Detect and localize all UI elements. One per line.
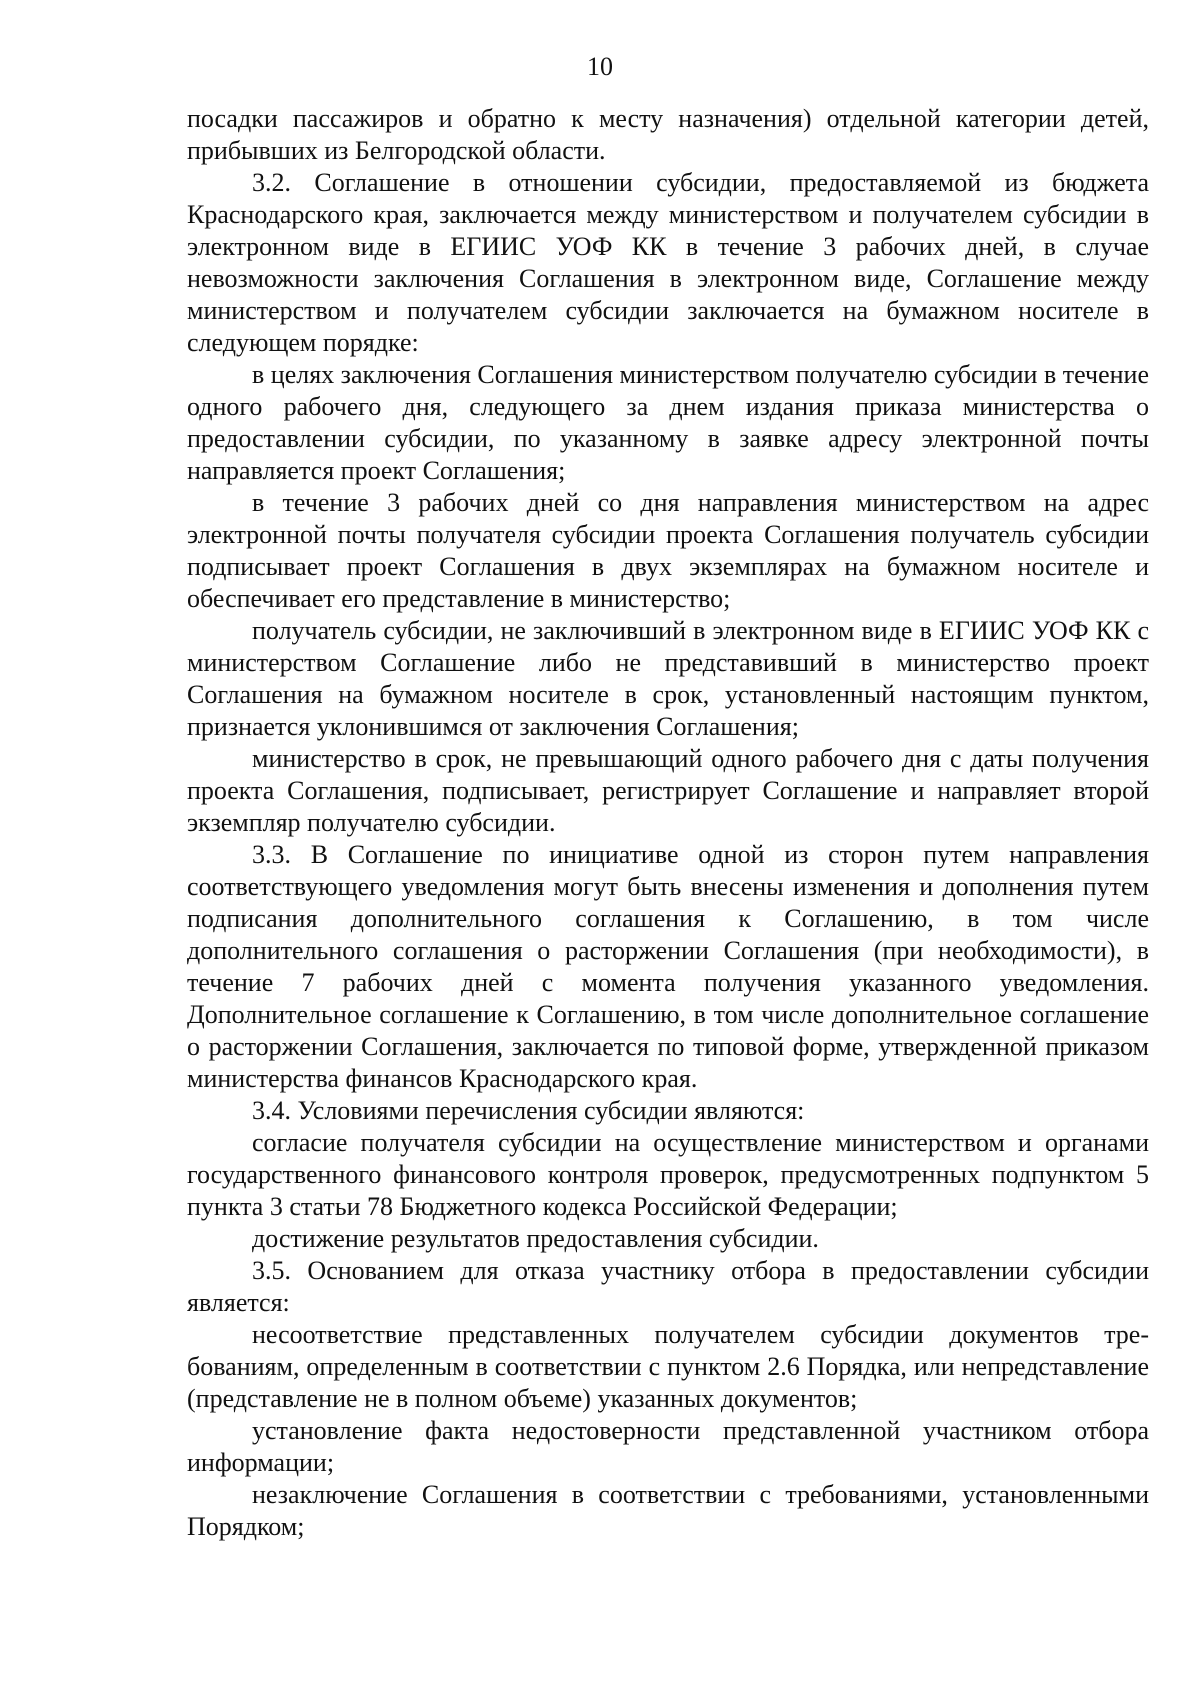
paragraph-false-info: установление факта недостоверности представленной участником отбора информации; [187, 1416, 1149, 1477]
paragraph-evasion: получатель субсидии, не заключивший в электронном виде в ЕГИИС УОФ КК с министерством Соглашение либо не представивший в министерство проект Соглашения на бумажном носителе в срок, установленный настоящим пунктом, признается уклонившимся от заключения Соглашения; [187, 616, 1149, 741]
paragraph-draft-sending: в целях заключения Соглашения министерством получателю субсидии в течение одного рабочего дня, следующего за днем издания приказа министерства о предоставлении субсидии, по указанному в заявке адресу электронной почты направляется проект Соглашения; [187, 360, 1149, 485]
page-number: 10 [587, 52, 613, 81]
paragraph-non-conclusion: незаключение Соглашения в соответствии с требованиями, установленными Порядком; [187, 1480, 1149, 1541]
paragraph-3-2: 3.2. Соглашение в отношении субсидии, предоставляемой из бюджета Краснодарского края, заключается между министерством и получателем субсидии в электронном виде в ЕГИИС УОФ КК в течение 3 рабочих дней, в случае невозможности заключения Соглашения в электронном виде, Соглашение между министерством и получателем субсидии заключается на бумажном носителе в следующем порядке: [187, 168, 1149, 357]
paragraph-nonconformity: несоответствие представленных получателем субсидии документов требованиям, определенным в соответствии с пунктом 2.6 Порядка, или непредставление (представление не в полном объеме) указанных документов; [187, 1320, 1149, 1413]
paragraph-registration: министерство в срок, не превышающий одного рабочего дня с даты получения проекта Соглашения, подписывает, регистрирует Соглашение и направляет второй экземпляр получателю субсидии. [187, 744, 1149, 837]
paragraph-results: достижение результатов предоставления субсидии. [252, 1224, 819, 1253]
paragraph-3-4: 3.4. Условиями перечисления субсидии являются: [252, 1096, 805, 1125]
document-body [187, 103, 1149, 1543]
paragraph-signing-term: в течение 3 рабочих дней со дня направления министерством на адрес электронной почты получателя субсидии проекта Соглашения получатель субсидии подписывает проект Соглашения в двух экземплярах на бумажном носителе и обеспечивает его представление в министерство; [187, 488, 1149, 613]
paragraph-3-3: 3.3. В Соглашение по инициативе одной из сторон путем направления соответствующего уведомления могут быть внесены изменения и дополнения путем подписания дополнительного соглашения к Соглашению, в том числе дополнительного соглашения о расторжении Соглашения (при необходимости), в течение 7 рабочих дней с момента получения указанного уведомления. Дополнительное соглашение к Соглашению, в том числе дополнительное соглашение о расторжении Соглашения, заключается по типовой форме, утвержденной приказом министерства финансов Краснодарского края. [187, 840, 1149, 1093]
paragraph-3-5: 3.5. Основанием для отказа участнику отбора в предоставлении субсидии является: [187, 1256, 1149, 1317]
paragraph-consent: согласие получателя субсидии на осуществление министерством и органами государственного финансового контроля проверок, предусмотренных подпунктом 5 пункта 3 статьи 78 Бюджетного кодекса Российской Федерации; [187, 1128, 1149, 1221]
paragraph-continuation: посадки пассажиров и обратно к месту назначения) отдельной категории детей, прибывших из Белгородской области. [187, 104, 1149, 165]
